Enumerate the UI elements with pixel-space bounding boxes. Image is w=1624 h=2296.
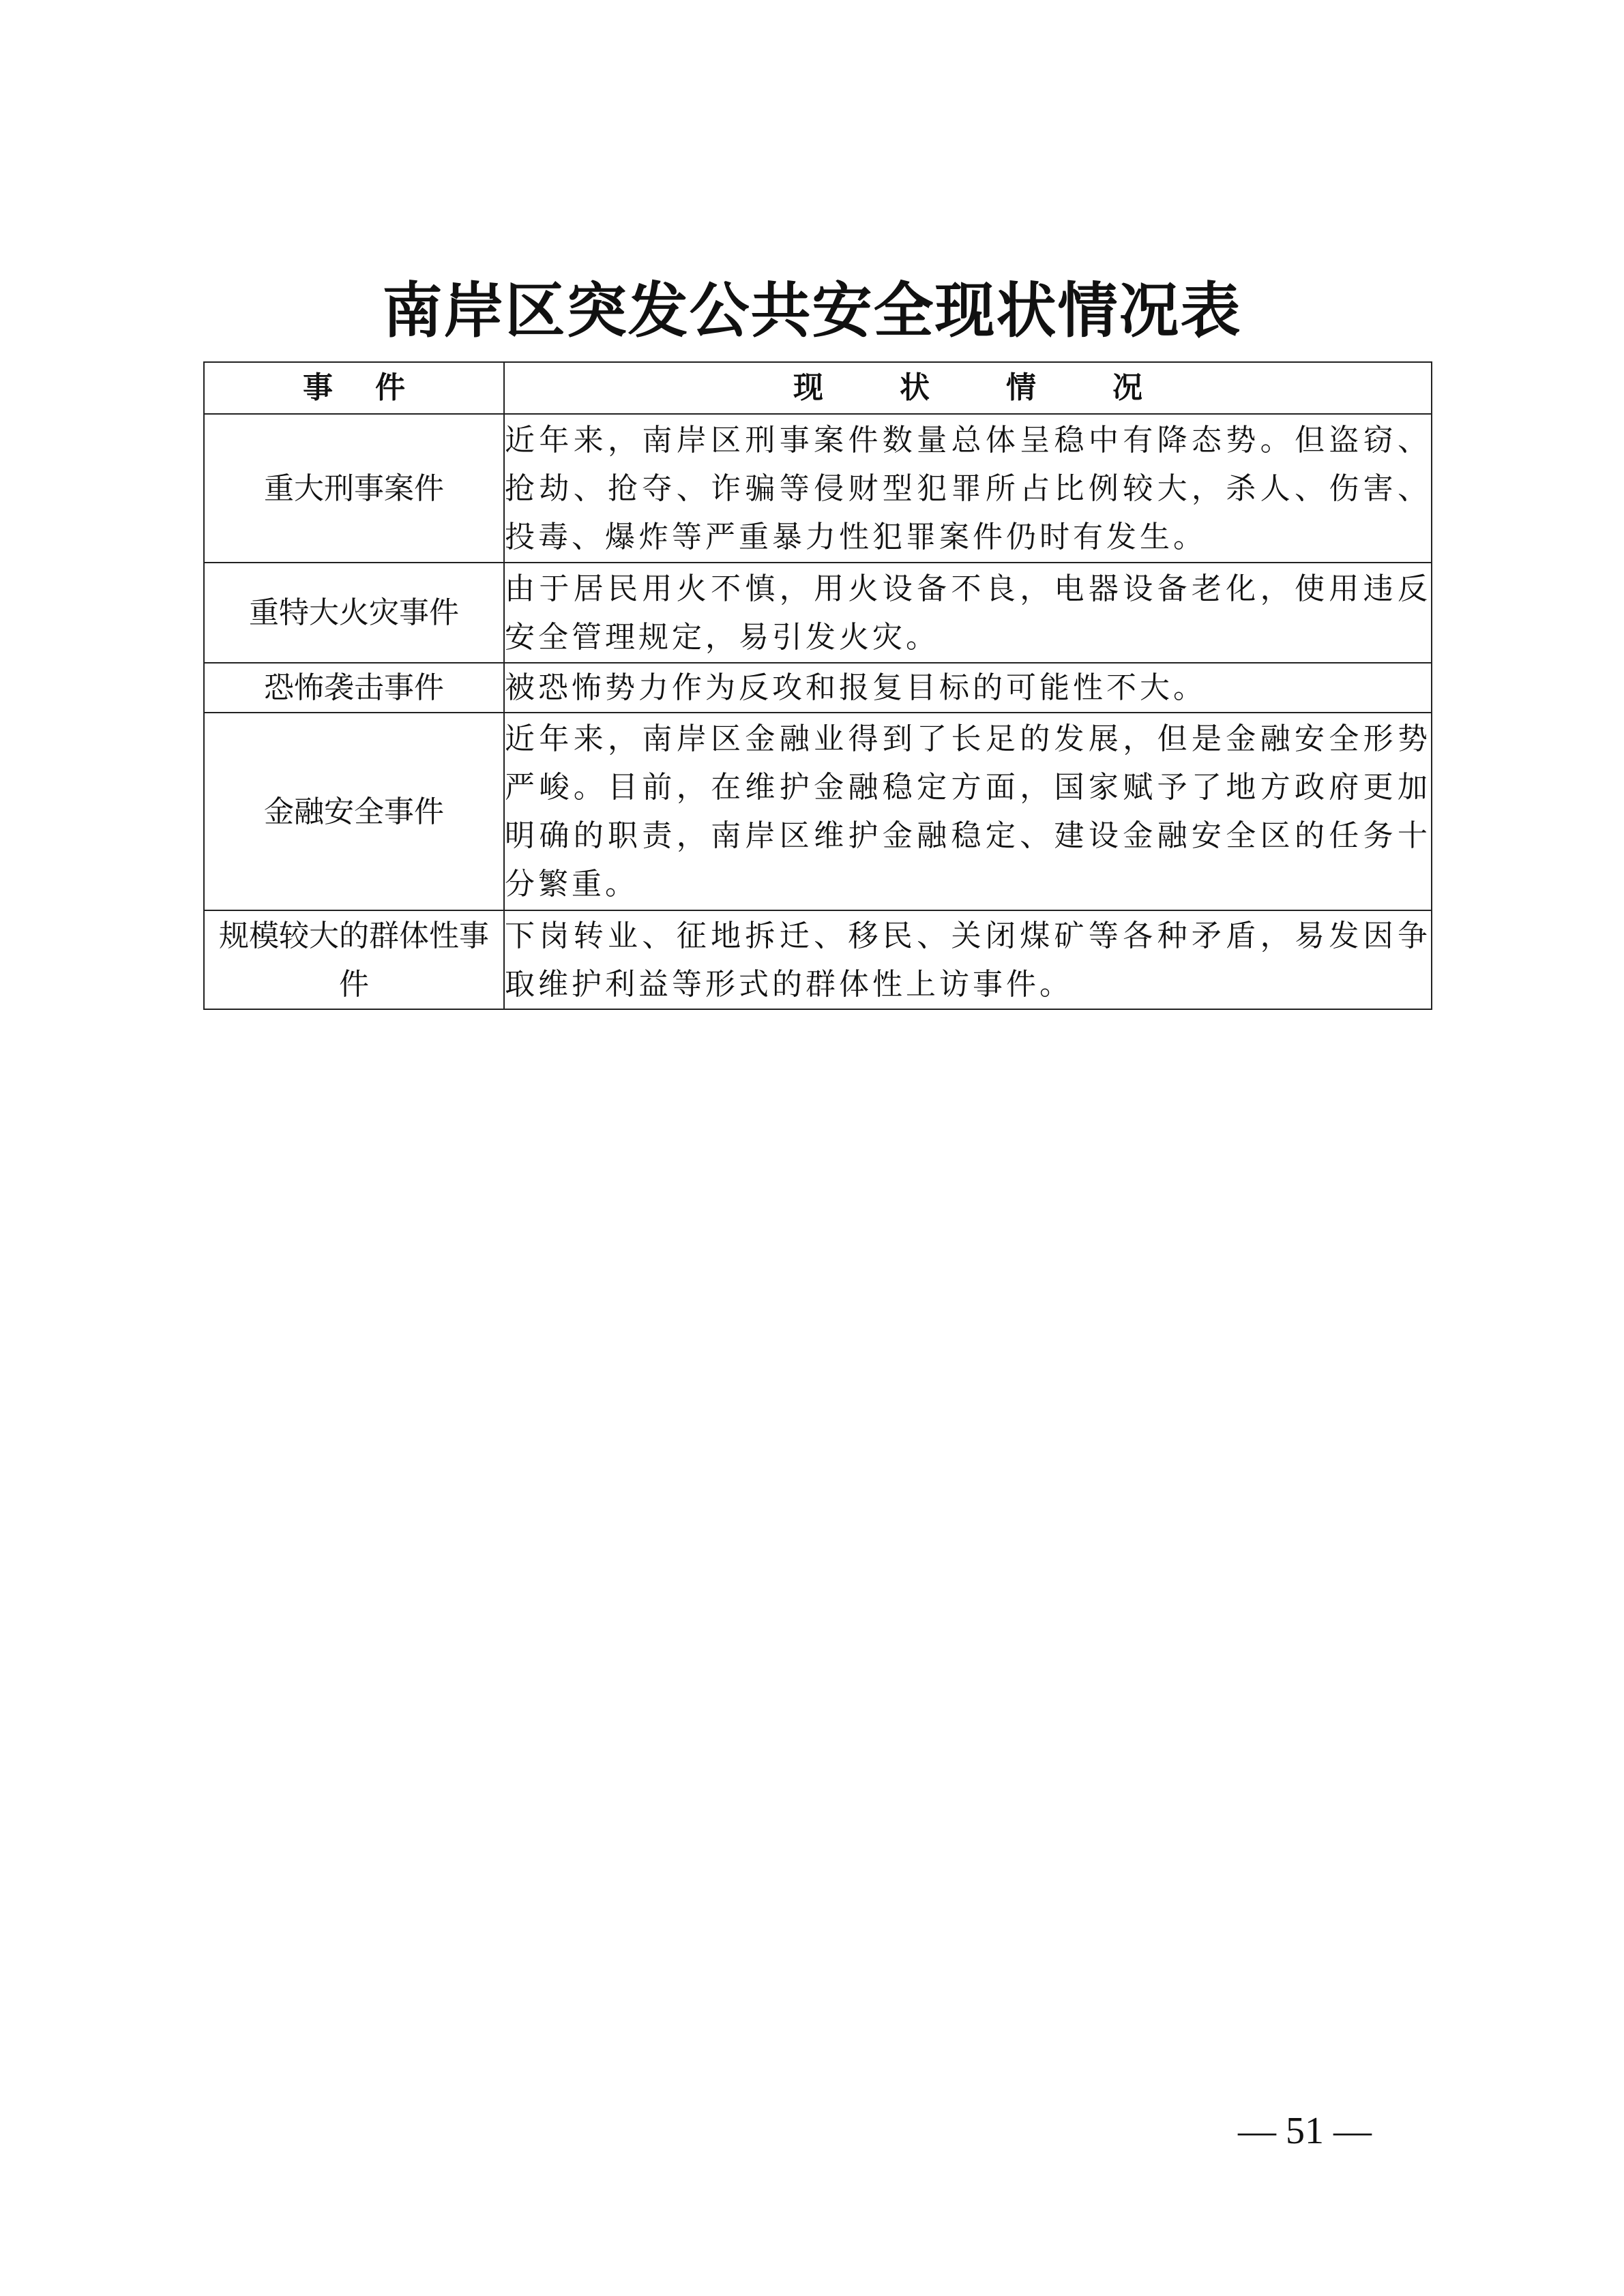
event-cell: 重大刑事案件 [204, 414, 504, 563]
status-table [203, 361, 1432, 1010]
event-cell: 恐怖袭击事件 [204, 663, 504, 713]
status-cell: 被恐怖势力作为反攻和报复目标的可能性不大。 [504, 663, 1432, 713]
event-cell: 金融安全事件 [204, 713, 504, 910]
page-title: 南岸区突发公共安全现状情况表 [382, 275, 1242, 346]
status-cell: 下岗转业、征地拆迁、移民、关闭煤矿等各种矛盾，易发因争取维护利益等形式的群体性上访事件。 [504, 910, 1432, 1009]
status-cell: 由于居民用火不慎，用火设备不良，电器设备老化，使用违反安全管理规定，易引发火灾。 [504, 563, 1432, 663]
column-header-event: 事件 [204, 362, 504, 414]
table-header-row [204, 362, 1432, 414]
event-cell: 规模较大的群体性事件 [204, 910, 504, 1009]
event-cell: 重特大火灾事件 [204, 563, 504, 663]
status-cell: 近年来，南岸区金融业得到了长足的发展，但是金融安全形势严峻。目前，在维护金融稳定方面，国家赋予了地方政府更加明确的职责，南岸区维护金融稳定、建设金融安全区的任务十分繁重。 [504, 713, 1432, 910]
table-row [204, 414, 1432, 563]
table-row [204, 563, 1432, 663]
table-row [204, 910, 1432, 1009]
column-header-status: 现状情况 [504, 362, 1432, 414]
status-cell: 近年来，南岸区刑事案件数量总体呈稳中有降态势。但盗窃、抢劫、抢夺、诈骗等侵财型犯罪所占比例较大，杀人、伤害、投毒、爆炸等严重暴力性犯罪案件仍时有发生。 [504, 414, 1432, 563]
table-row [204, 713, 1432, 910]
table-row [204, 663, 1432, 713]
page-number: — 51 — [1238, 2110, 1372, 2152]
